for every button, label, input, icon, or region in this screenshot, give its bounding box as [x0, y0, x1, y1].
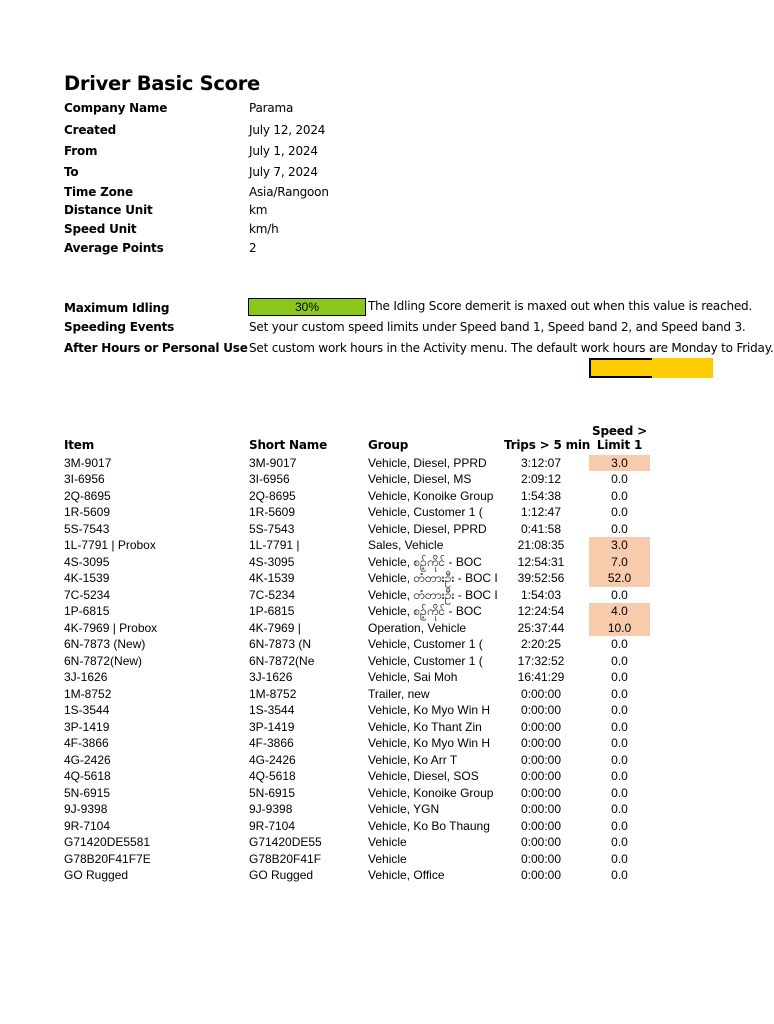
- company-name-value: Parama: [249, 101, 294, 115]
- table-row: [0, 719, 768, 736]
- table-row: [0, 521, 768, 538]
- speeding-events-note: Set your custom speed limits under Speed band 1, Speed band 2, and Speed band 3.: [249, 320, 746, 334]
- cell-item[interactable]: 4K-1539: [64, 571, 110, 585]
- cell-item[interactable]: 7C-5234: [64, 587, 111, 602]
- table-row: [0, 686, 768, 703]
- cell-group[interactable]: Vehicle, Ko Myo Win H: [368, 736, 491, 750]
- table-row: [0, 834, 768, 851]
- cell-speed-limit-1[interactable]: 0.0: [611, 637, 628, 651]
- cell-item[interactable]: 2Q-8695: [64, 488, 111, 503]
- cell-short-name[interactable]: 4K-1539: [249, 571, 295, 585]
- table-row: [0, 504, 768, 521]
- cell-item[interactable]: 1S-3544: [64, 703, 110, 717]
- cell-speed-limit-1[interactable]: 0.0: [611, 851, 628, 866]
- cell-speed-limit-1[interactable]: 0.0: [611, 505, 628, 519]
- max-idling-label: Maximum Idling: [64, 301, 170, 315]
- cell-group[interactable]: Vehicle, စဥ့်ကိုင် - BOC: [368, 554, 482, 569]
- speed-unit-label: Speed Unit: [64, 222, 137, 236]
- cell-trips[interactable]: 0:00:00: [520, 851, 562, 866]
- table-row: [0, 554, 768, 571]
- cell-short-name[interactable]: 6N-7873 (N: [249, 637, 312, 651]
- cell-group[interactable]: Vehicle, Diesel, MS: [368, 472, 472, 486]
- to-label: To: [64, 165, 79, 179]
- max-idling-note: The Idling Score demerit is maxed out when this value is reached.: [368, 299, 753, 313]
- cell-trips[interactable]: 0:00:00: [520, 802, 562, 816]
- cell-group[interactable]: Vehicle, စဥ့်ကိုင် - BOC: [368, 604, 482, 618]
- cell-short-name[interactable]: 4K-7969 |: [249, 620, 301, 635]
- cell-item[interactable]: 4S-3095: [64, 554, 110, 569]
- time-zone-label: Time Zone: [64, 185, 133, 199]
- after-hours-note: Set custom work hours in the Activity menu. The default work hours are Monday to Friday.: [249, 341, 774, 355]
- speeding-events-label: Speeding Events: [64, 320, 175, 334]
- cell-speed-limit-1[interactable]: 0.0: [611, 587, 628, 602]
- cell-short-name[interactable]: 5S-7543: [249, 521, 295, 536]
- cell-trips[interactable]: 1:12:47: [520, 505, 562, 519]
- cell-trips[interactable]: 0:00:00: [520, 769, 562, 783]
- table-row: [0, 801, 768, 818]
- cell-trips[interactable]: 0:00:00: [520, 818, 562, 833]
- cell-trips[interactable]: 12:24:54: [517, 604, 565, 618]
- cell-trips[interactable]: 2:20:25: [520, 637, 562, 651]
- cell-short-name[interactable]: 1P-6815: [249, 604, 295, 618]
- cell-item[interactable]: 3M-9017: [64, 455, 112, 470]
- table-row: [0, 455, 768, 472]
- cell-trips[interactable]: 0:00:00: [520, 703, 562, 717]
- cell-group[interactable]: Vehicle, Ko Arr T: [368, 752, 458, 767]
- table-row: [0, 768, 768, 785]
- cell-trips[interactable]: 0:00:00: [520, 752, 562, 767]
- cell-short-name[interactable]: 9J-9398: [249, 802, 293, 816]
- header-item: Item: [64, 438, 95, 452]
- cell-speed-limit-1[interactable]: 0.0: [611, 835, 628, 849]
- cell-short-name[interactable]: GO Rugged: [249, 868, 314, 882]
- cell-short-name[interactable]: 4F-3866: [249, 736, 294, 750]
- max-idling-value[interactable]: 30%: [248, 298, 366, 316]
- report-title: Driver Basic Score: [64, 72, 260, 95]
- cell-trips[interactable]: 1:54:38: [520, 488, 562, 503]
- after-hours-fill: [652, 358, 713, 378]
- cell-item[interactable]: G71420DE5581: [64, 835, 151, 849]
- cell-speed-limit-1[interactable]: 0.0: [611, 686, 628, 701]
- cell-item[interactable]: 6N-7873 (New): [64, 637, 146, 651]
- cell-item[interactable]: 3P-1419: [64, 719, 110, 734]
- cell-trips[interactable]: 0:00:00: [520, 719, 562, 734]
- created-value: July 12, 2024: [249, 123, 326, 137]
- created-label: Created: [64, 123, 117, 137]
- company-name-label: Company Name: [64, 101, 168, 115]
- cell-speed-limit-1[interactable]: 0.0: [611, 785, 628, 800]
- cell-short-name[interactable]: 1M-8752: [249, 686, 297, 701]
- cell-group[interactable]: Vehicle, Ko Bo Thaung: [368, 818, 490, 833]
- cell-group[interactable]: Vehicle, Diesel, SOS: [368, 769, 479, 783]
- cell-group[interactable]: Vehicle: [368, 835, 407, 849]
- cell-short-name[interactable]: 6N-7872(Ne: [249, 653, 315, 668]
- cell-short-name[interactable]: 9R-7104: [249, 818, 296, 833]
- cell-short-name[interactable]: 3M-9017: [249, 455, 297, 470]
- cell-short-name[interactable]: 1S-3544: [249, 703, 295, 717]
- cell-group[interactable]: Operation, Vehicle: [368, 620, 467, 635]
- cell-trips[interactable]: 39:52:56: [517, 571, 565, 585]
- cell-group[interactable]: Vehicle, Customer 1 (: [368, 653, 483, 668]
- cell-item[interactable]: 1L-7791 | Probox: [64, 538, 156, 552]
- cell-speed-limit-1[interactable]: 0.0: [611, 769, 628, 783]
- after-hours-label: After Hours or Personal Use: [64, 341, 248, 355]
- cell-speed-limit-1[interactable]: 4.0: [589, 603, 650, 620]
- average-points-label: Average Points: [64, 241, 164, 255]
- cell-speed-limit-1[interactable]: 0.0: [611, 868, 628, 882]
- cell-trips[interactable]: 0:41:58: [520, 521, 562, 536]
- table-row: [0, 785, 768, 802]
- cell-trips[interactable]: 25:37:44: [517, 620, 565, 635]
- cell-item[interactable]: 4G-2426: [64, 752, 111, 767]
- table-row: [0, 488, 768, 505]
- cell-item[interactable]: 9R-7104: [64, 818, 111, 833]
- after-hours-cell[interactable]: [589, 358, 652, 378]
- table-row: [0, 735, 768, 752]
- table-row: [0, 620, 768, 637]
- cell-group[interactable]: Vehicle, Ko Thant Zin: [368, 719, 482, 734]
- cell-trips[interactable]: 1:54:03: [520, 587, 562, 602]
- cell-item[interactable]: GO Rugged: [64, 868, 129, 882]
- cell-trips[interactable]: 0:00:00: [520, 736, 562, 750]
- cell-item[interactable]: G78B20F41F7E: [64, 851, 151, 866]
- cell-group[interactable]: Vehicle, Diesel, PPRD: [368, 455, 487, 470]
- cell-group[interactable]: Trailer, new: [368, 686, 430, 701]
- cell-short-name[interactable]: 7C-5234: [249, 587, 296, 602]
- cell-trips[interactable]: 0:00:00: [520, 868, 562, 882]
- header-speed-limit-1: [589, 424, 650, 452]
- distance-unit-value: km: [249, 203, 268, 217]
- table-row: [0, 851, 768, 868]
- cell-group[interactable]: Vehicle, တံတားဦး - BOC I: [368, 571, 498, 585]
- cell-speed-limit-1[interactable]: 0.0: [611, 521, 628, 536]
- from-value: July 1, 2024: [249, 144, 318, 158]
- cell-short-name[interactable]: 3I-6956: [249, 472, 290, 486]
- cell-trips[interactable]: 2:09:12: [520, 472, 562, 486]
- table-row: [0, 669, 768, 686]
- cell-speed-limit-1[interactable]: 0.0: [611, 802, 628, 816]
- cell-speed-limit-1[interactable]: 0.0: [611, 653, 628, 668]
- cell-speed-limit-1[interactable]: 3.0: [589, 455, 650, 472]
- cell-speed-limit-1[interactable]: 0.0: [611, 736, 628, 750]
- cell-speed-limit-1[interactable]: 10.0: [589, 620, 650, 637]
- cell-trips[interactable]: 0:00:00: [520, 686, 562, 701]
- cell-short-name[interactable]: 5N-6915: [249, 785, 296, 800]
- cell-short-name[interactable]: 1L-7791 |: [249, 538, 300, 552]
- cell-item[interactable]: 1R-5609: [64, 505, 111, 519]
- cell-short-name[interactable]: G71420DE55: [249, 835, 322, 849]
- cell-short-name[interactable]: 3P-1419: [249, 719, 295, 734]
- time-zone-value: Asia/Rangoon: [249, 185, 329, 199]
- cell-group[interactable]: Vehicle: [368, 851, 407, 866]
- header-speed-line2: Limit 1: [596, 438, 643, 452]
- cell-short-name[interactable]: 4S-3095: [249, 554, 295, 569]
- cell-speed-limit-1[interactable]: 0.0: [611, 488, 628, 503]
- cell-trips[interactable]: 16:41:29: [517, 670, 565, 684]
- header-short-name: Short Name: [249, 438, 328, 452]
- cell-short-name[interactable]: 4Q-5618: [249, 769, 296, 783]
- cell-trips[interactable]: 3:12:07: [520, 455, 562, 470]
- cell-group[interactable]: Vehicle, YGN: [368, 802, 440, 816]
- cell-group[interactable]: Vehicle, Office: [368, 868, 445, 882]
- cell-item[interactable]: 4K-7969 | Probox: [64, 620, 158, 635]
- cell-speed-limit-1[interactable]: 0.0: [611, 752, 628, 767]
- cell-short-name[interactable]: 3J-1626: [249, 670, 293, 684]
- average-points-value: 2: [249, 241, 257, 255]
- cell-short-name[interactable]: 2Q-8695: [249, 488, 296, 503]
- cell-trips[interactable]: 0:00:00: [520, 835, 562, 849]
- cell-speed-limit-1[interactable]: 0.0: [611, 719, 628, 734]
- cell-speed-limit-1[interactable]: 0.0: [611, 670, 628, 684]
- header-speed-line1: Speed >: [592, 424, 647, 438]
- table-row: [0, 587, 768, 604]
- to-value: July 7, 2024: [249, 165, 318, 179]
- cell-item[interactable]: 3I-6956: [64, 472, 105, 486]
- header-group: Group: [368, 438, 409, 452]
- table-row: [0, 537, 768, 554]
- cell-group[interactable]: Vehicle, Sai Moh: [368, 670, 458, 684]
- distance-unit-label: Distance Unit: [64, 203, 153, 217]
- speed-unit-value: km/h: [249, 222, 279, 236]
- cell-group[interactable]: Vehicle, Customer 1 (: [368, 637, 483, 651]
- cell-group[interactable]: Vehicle, Konoike Group: [368, 785, 494, 800]
- table-row: [0, 752, 768, 769]
- table-row: [0, 636, 768, 653]
- table-row: [0, 471, 768, 488]
- cell-item[interactable]: 3J-1626: [64, 670, 108, 684]
- cell-item[interactable]: 6N-7872(New): [64, 653, 143, 668]
- cell-short-name[interactable]: 1R-5609: [249, 505, 296, 519]
- cell-trips[interactable]: 12:54:31: [517, 554, 565, 569]
- cell-item[interactable]: 5S-7543: [64, 521, 110, 536]
- cell-speed-limit-1[interactable]: 0.0: [611, 472, 628, 486]
- cell-item[interactable]: 4Q-5618: [64, 769, 111, 783]
- table-row: [0, 818, 768, 835]
- cell-item[interactable]: 1M-8752: [64, 686, 112, 701]
- cell-speed-limit-1[interactable]: 3.0: [589, 537, 650, 554]
- cell-group[interactable]: Sales, Vehicle: [368, 538, 444, 552]
- cell-speed-limit-1[interactable]: 0.0: [611, 703, 628, 717]
- cell-speed-limit-1[interactable]: 7.0: [589, 554, 650, 571]
- cell-trips[interactable]: 21:08:35: [517, 538, 565, 552]
- from-label: From: [64, 144, 98, 158]
- cell-group[interactable]: Vehicle, Diesel, PPRD: [368, 521, 487, 536]
- table-row: [0, 653, 768, 670]
- cell-trips[interactable]: 0:00:00: [520, 785, 562, 800]
- cell-trips[interactable]: 17:32:52: [517, 653, 565, 668]
- cell-item[interactable]: 9J-9398: [64, 802, 108, 816]
- cell-group[interactable]: Vehicle, Konoike Group: [368, 488, 494, 503]
- table-row: [0, 603, 768, 620]
- cell-group[interactable]: Vehicle, တံတားဦး - BOC I: [368, 587, 498, 602]
- table-row: [0, 570, 768, 587]
- header-trips: Trips > 5 min: [504, 438, 591, 452]
- cell-short-name[interactable]: G78B20F41F: [249, 851, 322, 866]
- cell-speed-limit-1[interactable]: 0.0: [611, 818, 628, 833]
- cell-item[interactable]: 5N-6915: [64, 785, 111, 800]
- table-row: [0, 702, 768, 719]
- cell-speed-limit-1[interactable]: 52.0: [589, 570, 650, 587]
- table-row: [0, 867, 768, 884]
- cell-group[interactable]: Vehicle, Customer 1 (: [368, 505, 483, 519]
- cell-short-name[interactable]: 4G-2426: [249, 752, 296, 767]
- cell-item[interactable]: 1P-6815: [64, 604, 110, 618]
- cell-group[interactable]: Vehicle, Ko Myo Win H: [368, 703, 491, 717]
- cell-item[interactable]: 4F-3866: [64, 736, 109, 750]
